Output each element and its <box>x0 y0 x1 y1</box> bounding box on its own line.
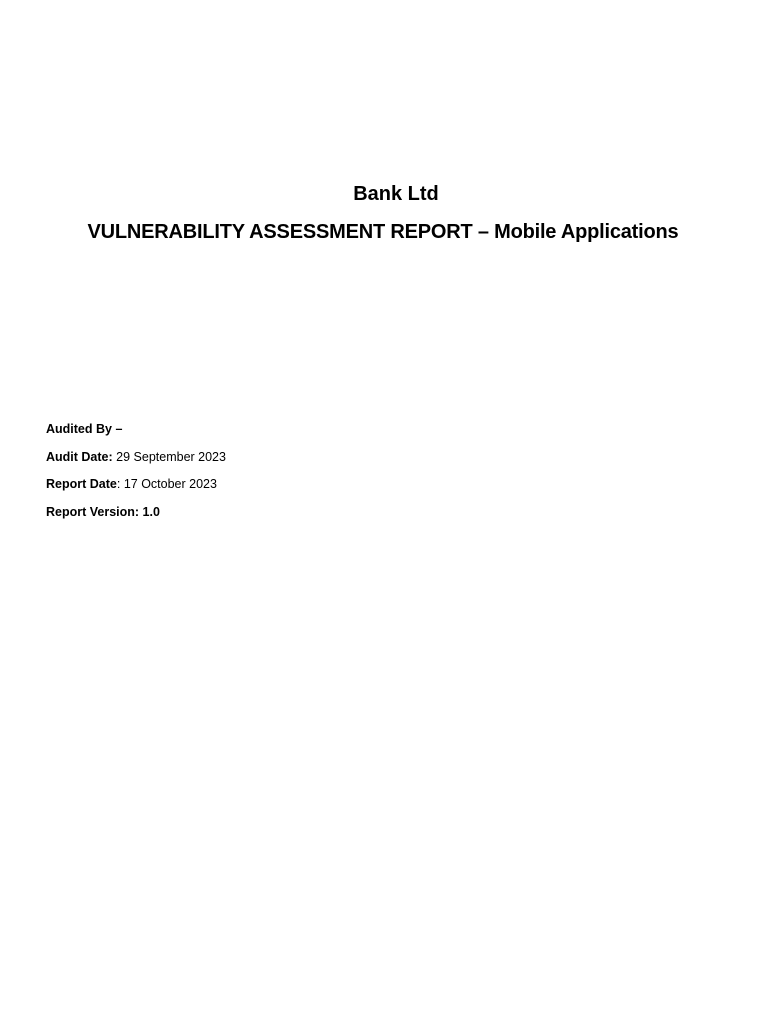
audit-date-label: Audit Date: <box>46 449 113 464</box>
audit-date-value: 29 September 2023 <box>116 449 226 464</box>
audit-date-row <box>46 449 226 465</box>
report-version-label: Report Version: 1.0 <box>46 504 160 519</box>
report-date-label: Report Date <box>46 477 117 491</box>
report-date-separator: : <box>116 477 121 491</box>
audited-by-row <box>46 421 226 437</box>
report-date-row <box>46 476 226 492</box>
report-date-value: 17 October 2023 <box>123 477 217 491</box>
report-title: VULNERABILITY ASSESSMENT REPORT – Mobile Applications <box>87 221 679 243</box>
report-details <box>46 421 226 531</box>
audited-by-label: Audited By – <box>46 422 123 436</box>
organization-name: Bank Ltd <box>353 183 439 205</box>
report-version-row <box>46 504 226 520</box>
